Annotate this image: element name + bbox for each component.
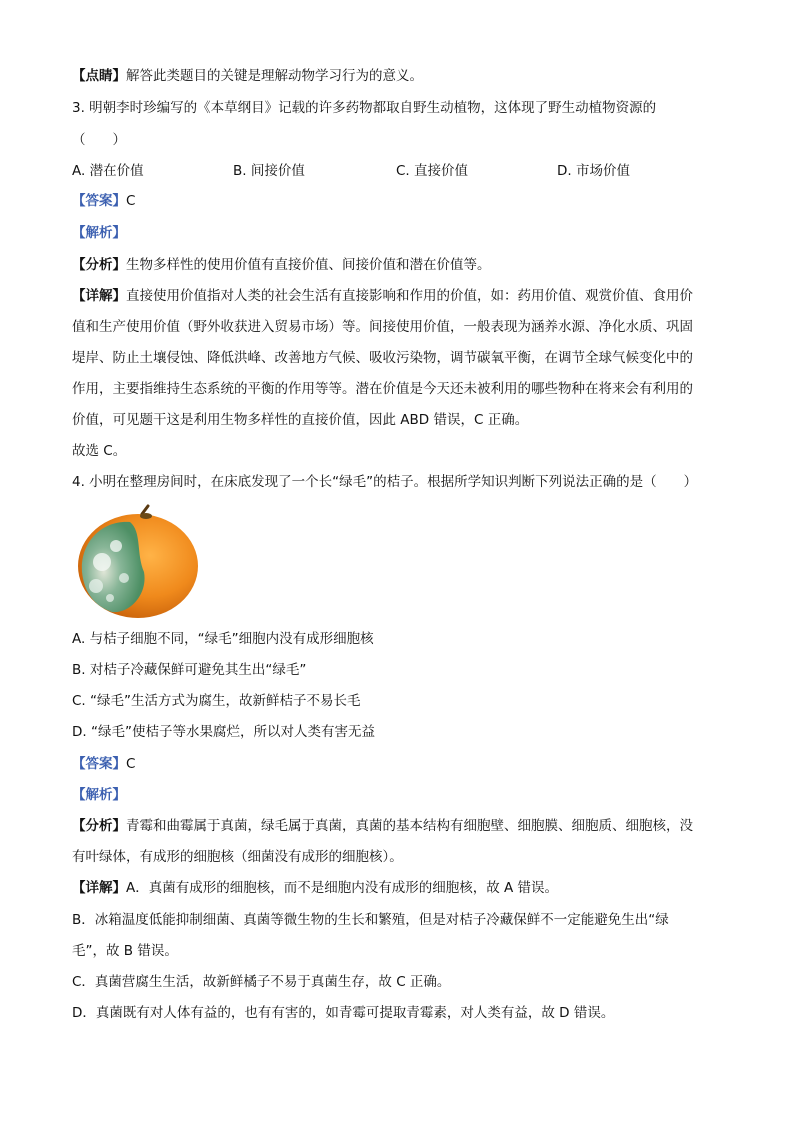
- q3-analysis-tag: 【分析】: [72, 257, 126, 273]
- q4-jiexi-line: [72, 785, 126, 805]
- q3-option-b: B. 间接价值: [233, 163, 305, 179]
- q3-analysis-text: 生物多样性的使用价值有直接价值、间接价值和潜在价值等。: [126, 257, 491, 273]
- q4-option-b: B. 对桔子冷藏保鲜可避免其生出“绿毛”: [72, 662, 307, 678]
- q4-answer-tag: 【答案】: [72, 756, 126, 772]
- q3-detail-tag: 【详解】: [72, 288, 126, 304]
- moldy-orange-image: [72, 502, 202, 624]
- q4-jiexi-tag: 【解析】: [72, 787, 126, 803]
- q3-detail-text-2: 值和生产使用价值（野外收获进入贸易市场）等。间接使用价值，一般表现为涵养水源、净化水质、巩固: [72, 319, 693, 335]
- q3-option-d: D. 市场价值: [557, 163, 630, 179]
- q3-answer-tag: 【答案】: [72, 193, 126, 209]
- q3-detail-text-3: 堤岸、防止土壤侵蚀、降低洪峰、改善地方气候、吸收污染物，调节碳氧平衡，在调节全球气候变化中的: [72, 350, 693, 366]
- q3-stem-line1: 3. 明朝李时珍编写的《本草纲目》记载的许多药物都取自野生动植物，这体现了野生动植物资源的: [72, 100, 657, 116]
- q4-analysis-tag: 【分析】: [72, 818, 126, 834]
- moldy-orange-illustration: [72, 502, 202, 624]
- q4-option-a: A. 与桔子细胞不同，“绿毛”细胞内没有成形细胞核: [72, 631, 374, 647]
- q3-detail-text-1: 直接使用价值指对人类的社会生活有直接影响和作用的价值，如：药用价值、观赏价值、食用价: [126, 288, 693, 304]
- q3-answer-line: [72, 191, 135, 211]
- q4-answer-line: [72, 754, 135, 774]
- q4-option-c: C. “绿毛”生活方式为腐生，故新鲜桔子不易长毛: [72, 693, 361, 709]
- q3-answer-value: C: [126, 193, 136, 209]
- q3-conclusion: 故选 C。: [72, 443, 127, 459]
- q3-detail-line1: [72, 286, 693, 306]
- q3-option-c: C. 直接价值: [396, 163, 469, 179]
- q4-detail-text-3: 毛”，故 B 错误。: [72, 943, 178, 959]
- q4-detail-text-4: C．真菌营腐生生活，故新鲜橘子不易于真菌生存，故 C 正确。: [72, 974, 451, 990]
- q3-stem-line2: （ ）: [72, 132, 126, 148]
- q4-analysis-text-2: 有叶绿体，有成形的细胞核（细菌没有成形的细胞核）。: [72, 849, 403, 865]
- q4-stem: 4. 小明在整理房间时，在床底发现了一个长“绿毛”的桔子。根据所学知识判断下列说法正确的是（ ）: [72, 474, 698, 490]
- q3-option-a: A. 潜在价值: [72, 163, 144, 179]
- q4-answer-value: C: [126, 756, 136, 772]
- q3-detail-text-5: 价值，可见题干这是利用生物多样性的直接价值，因此 ABD 错误，C 正确。: [72, 412, 529, 428]
- q4-detail-tag: 【详解】: [72, 880, 126, 896]
- prev-point-line: [72, 66, 423, 86]
- q4-analysis-text-1: 青霉和曲霉属于真菌，绿毛属于真菌，真菌的基本结构有细胞壁、细胞膜、细胞质、细胞核，没: [126, 818, 693, 834]
- point-text: 解答此类题目的关键是理解动物学习行为的意义。: [126, 68, 423, 84]
- q4-detail-text-5: D．真菌既有对人体有益的，也有有害的，如青霉可提取青霉素，对人类有益，故 D 错误。: [72, 1005, 615, 1021]
- q4-analysis-line1: [72, 816, 693, 836]
- q4-option-d: D. “绿毛”使桔子等水果腐烂，所以对人类有害无益: [72, 724, 375, 740]
- q3-detail-text-4: 作用，主要指维持生态系统的平衡的作用等等。潜在价值是今天还未被利用的哪些物种在将来会有利用的: [72, 381, 693, 397]
- q4-detail-text-2: B．冰箱温度低能抑制细菌、真菌等微生物的生长和繁殖，但是对桔子冷藏保鲜不一定能避免生出“绿: [72, 912, 669, 928]
- q3-jiexi-tag: 【解析】: [72, 225, 126, 241]
- q3-jiexi-line: [72, 223, 126, 243]
- q4-detail-line1: [72, 878, 558, 898]
- q4-detail-text-1: A．真菌有成形的细胞核，而不是细胞内没有成形的细胞核，故 A 错误。: [126, 880, 559, 896]
- q3-analysis-line: [72, 255, 491, 275]
- point-tag: 【点睛】: [72, 68, 126, 84]
